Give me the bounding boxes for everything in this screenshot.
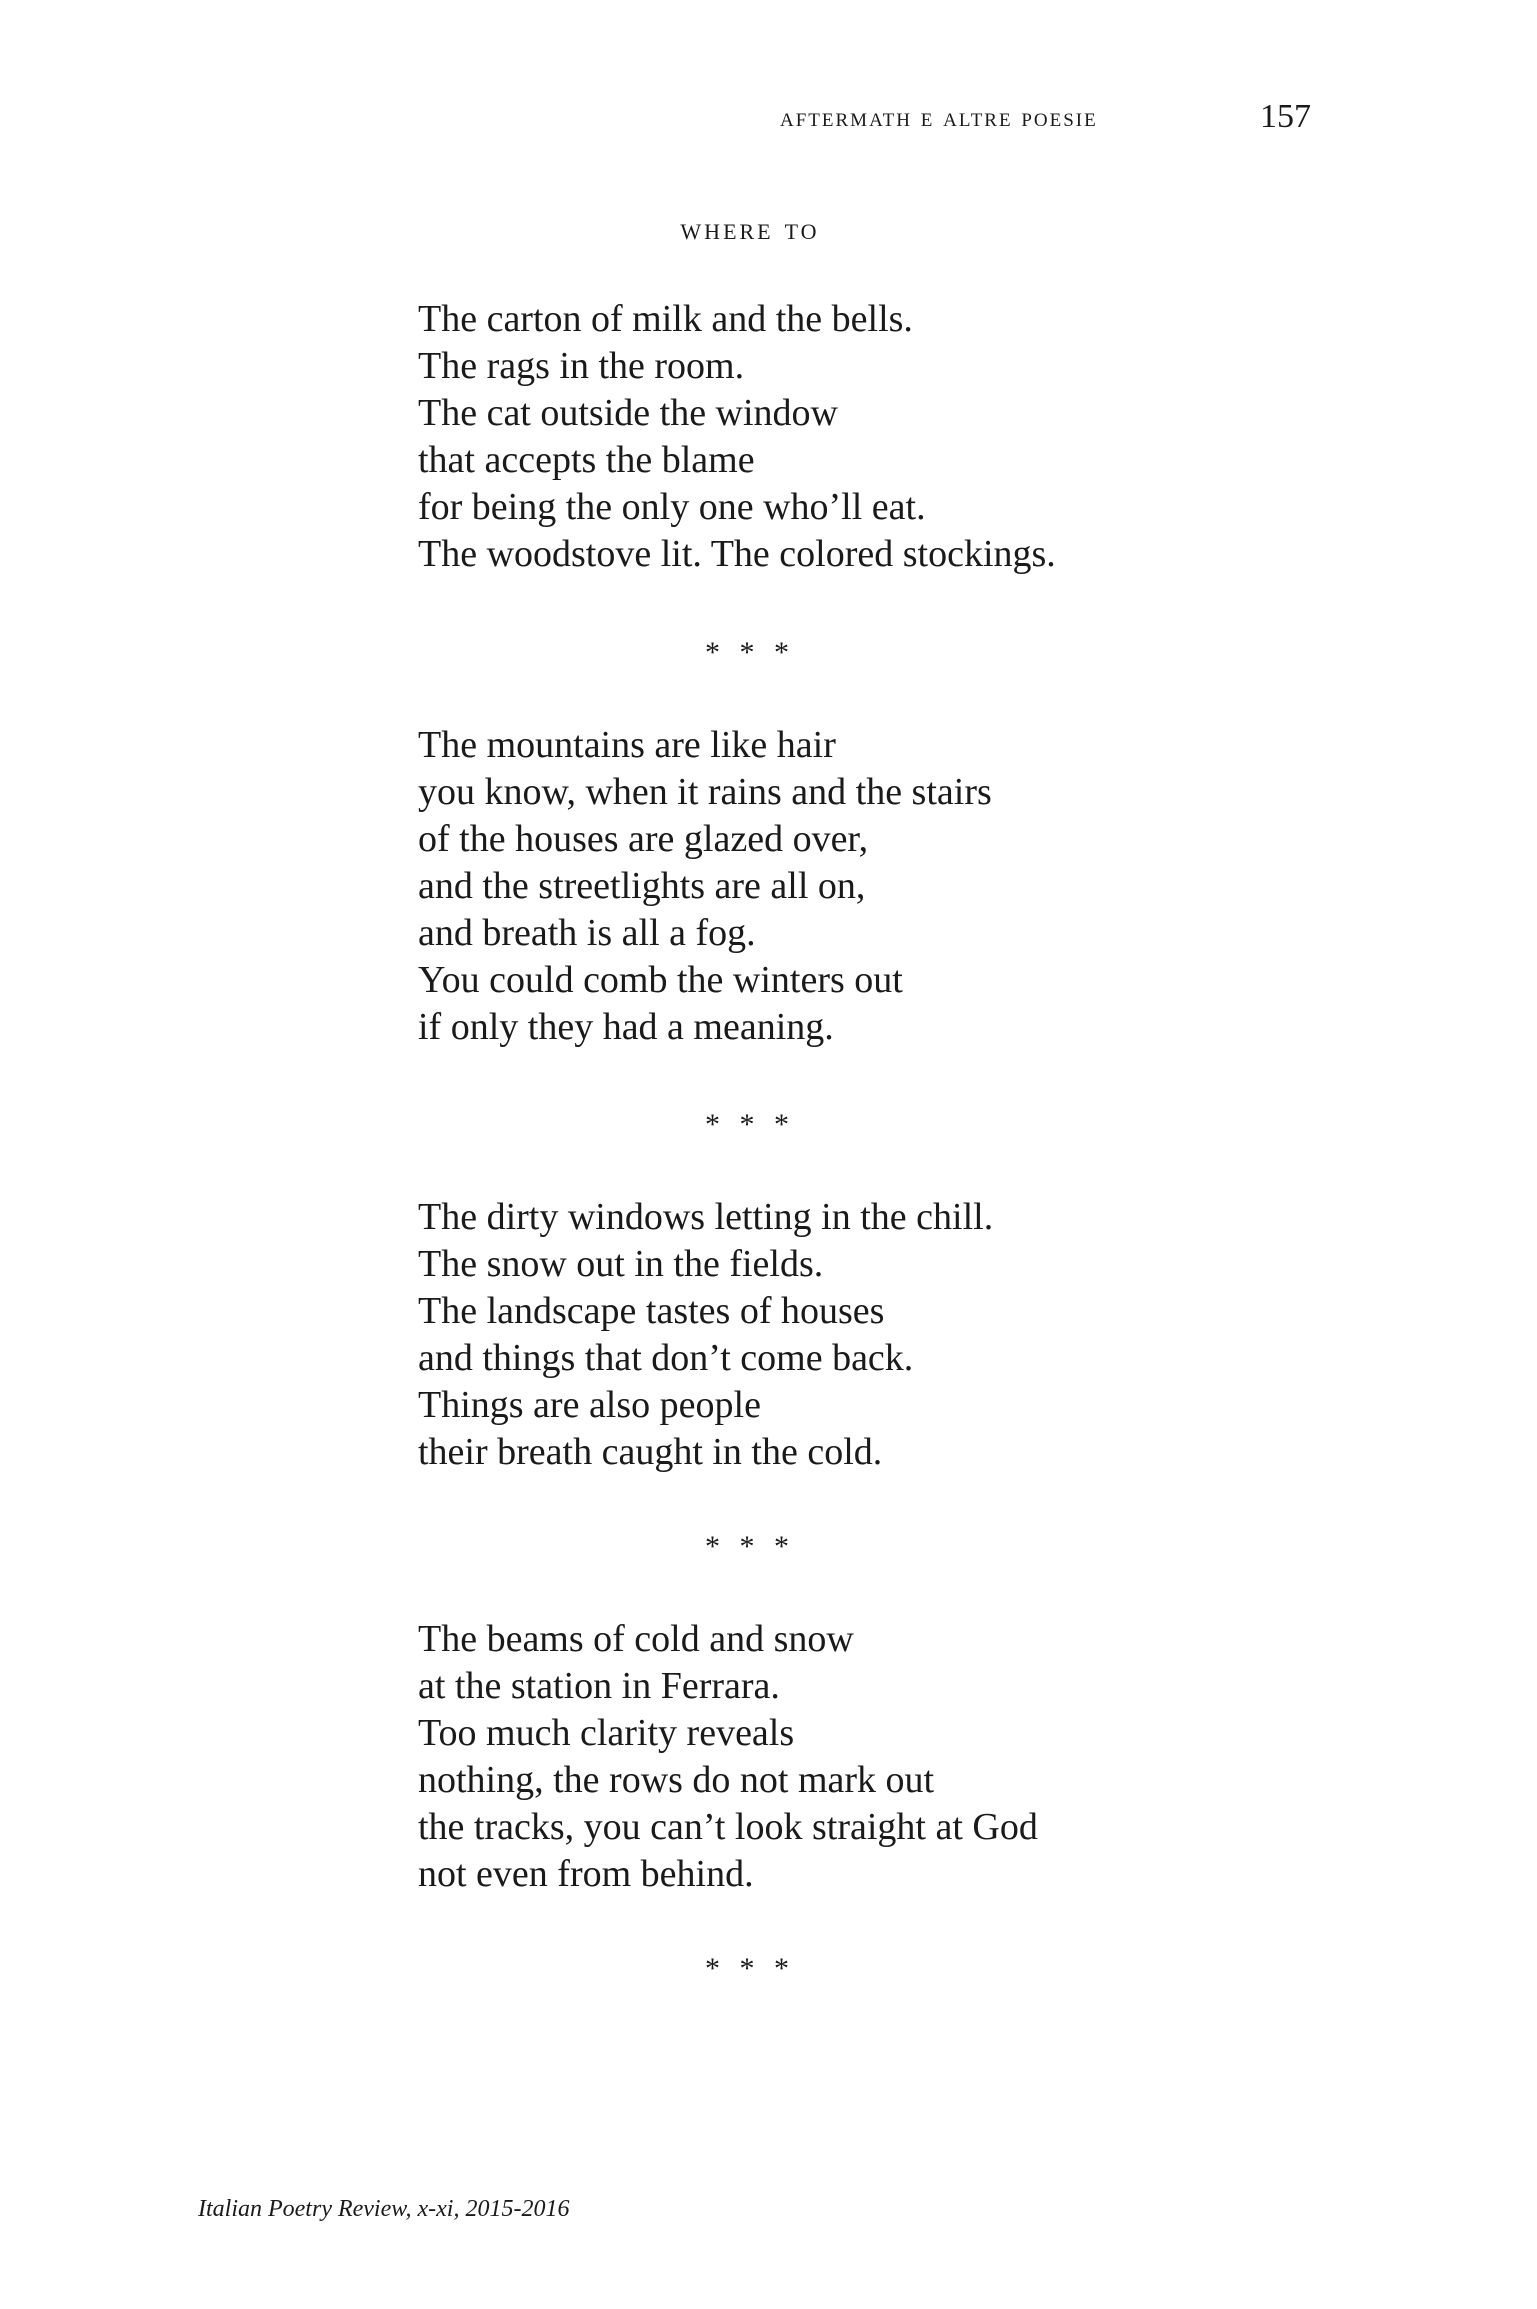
poem-line: their breath caught in the cold. bbox=[418, 1431, 883, 1473]
stanza-separator: * * * bbox=[705, 636, 795, 669]
poem-line: and breath is all a fog. bbox=[418, 912, 756, 954]
page-number: 157 bbox=[1260, 98, 1311, 135]
poem-line: Too much clarity reveals bbox=[418, 1712, 795, 1754]
poem-line: The woodstove lit. The colored stockings. bbox=[418, 533, 1056, 575]
running-head bbox=[780, 98, 1311, 138]
poem-line: if only they had a meaning. bbox=[418, 1006, 834, 1048]
poem-line: You could comb the winters out bbox=[418, 959, 903, 1001]
stanza-1 bbox=[418, 296, 1318, 578]
stanza-separator: * * * bbox=[705, 1530, 795, 1563]
poem-line: the tracks, you can’t look straight at God bbox=[418, 1806, 1038, 1848]
poem-line: you know, when it rains and the stairs bbox=[418, 771, 992, 813]
poem-line: for being the only one who’ll eat. bbox=[418, 486, 926, 528]
poem-line: The rags in the room. bbox=[418, 345, 745, 387]
poem-title: where to bbox=[680, 210, 820, 246]
poem-line: not even from behind. bbox=[418, 1853, 754, 1895]
stanza-3 bbox=[418, 1194, 1318, 1476]
poem-line: The carton of milk and the bells. bbox=[418, 298, 913, 340]
poem-line: nothing, the rows do not mark out bbox=[418, 1759, 935, 1801]
stanza-4 bbox=[418, 1616, 1318, 1898]
poem-line: at the station in Ferrara. bbox=[418, 1665, 780, 1707]
stanza-2 bbox=[418, 722, 1318, 1051]
footer-citation: Italian Poetry Review, x-xi, 2015-2016 bbox=[198, 2196, 570, 2222]
stanza-separator: * * * bbox=[705, 1108, 795, 1141]
poem-line: and things that don’t come back. bbox=[418, 1337, 914, 1379]
poem-line: The dirty windows letting in the chill. bbox=[418, 1196, 994, 1238]
poem-line: The cat outside the window bbox=[418, 392, 839, 434]
poem-line: and the streetlights are all on, bbox=[418, 865, 866, 907]
poem-line: The beams of cold and snow bbox=[418, 1618, 854, 1660]
poem-line: that accepts the blame bbox=[418, 439, 755, 481]
poem-line: The snow out in the fields. bbox=[418, 1243, 824, 1285]
stanza-separator: * * * bbox=[705, 1952, 795, 1985]
poem-line: The landscape tastes of houses bbox=[418, 1290, 885, 1332]
poem-line: Things are also people bbox=[418, 1384, 761, 1426]
poem-line: The mountains are like hair bbox=[418, 724, 836, 766]
poem-line: of the houses are glazed over, bbox=[418, 818, 869, 860]
running-title: aftermath e altre poesie bbox=[780, 102, 1098, 132]
